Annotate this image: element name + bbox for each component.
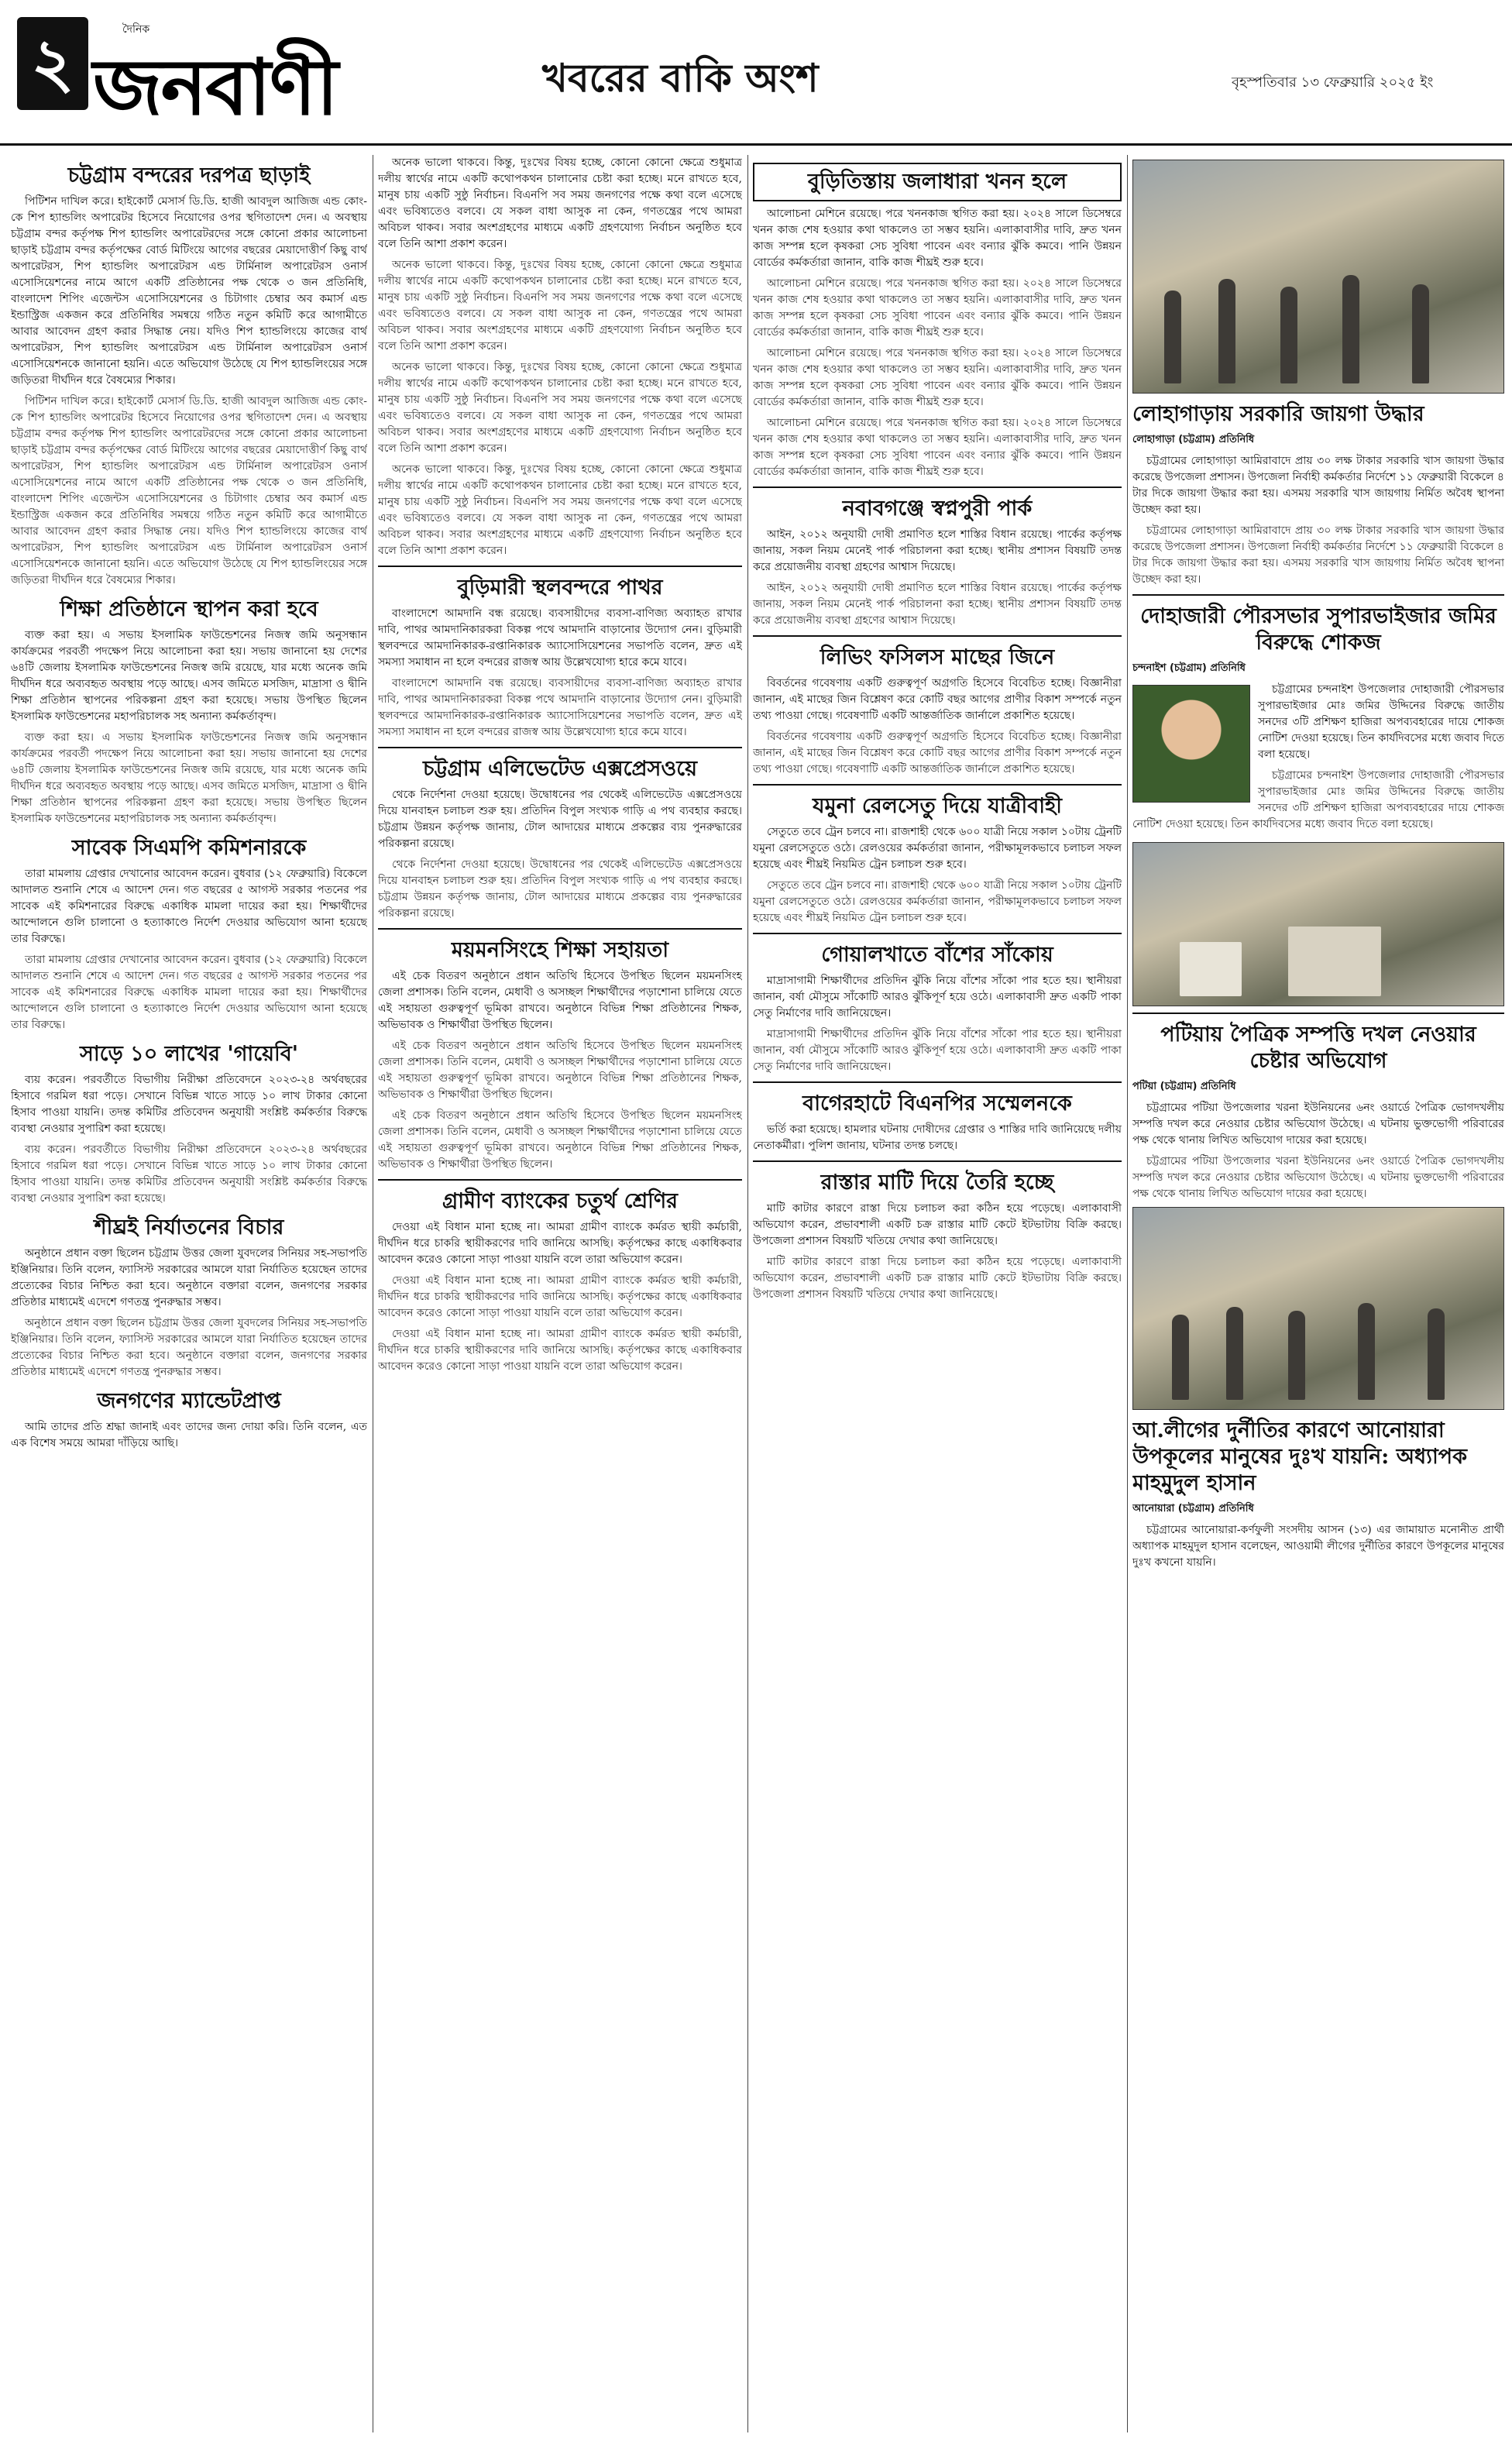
article-headline: রাস্তার মাটি দিয়ে তৈরি হচ্ছে bbox=[820, 1171, 1054, 1195]
section-rule bbox=[753, 635, 1122, 637]
article-body: আমি তাদের প্রতি শ্রদ্ধা জানাই এবং তাদের জন্য দোয়া করি। তিনি বলেন, এত এক বিশেষ সময়ে আমরা দাঁড়িয়ে আছি। bbox=[11, 1421, 367, 1449]
article-headline: দোহাজারী পৌরসভার সুপারভাইজার জমির বিরুদ্ধে শোকজ bbox=[1140, 604, 1497, 655]
article-body-continued: মাদ্রাসাগামী শিক্ষার্থীদের প্রতিদিন ঝুঁকি নিয়ে বাঁশের সাঁকো পার হতে হয়। স্থানীয়রা জানান, বর্ষা মৌসুমে সাঁকোটি আরও ঝুঁকিপূর্ণ হয়ে ওঠে। এলাকাবাসী দ্রুত একটি পাকা সেতু নির্মাণের দাবি জানিয়েছেন। bbox=[753, 1028, 1122, 1073]
article-body-continued: বিবর্তনের গবেষণায় একটি গুরুত্বপূর্ণ অগ্রগতি হিসেবে বিবেচিত হচ্ছে। বিজ্ঞানীরা জানান, এই মাছের জিন বিশ্লেষণ করে কোটি বছর আগের প্রাণীর বিকাশ সম্পর্কে নতুন তথ্য পাওয়া গেছে। গবেষণাটি একটি আন্তর্জাতিক জার্নালে প্রকাশিত হয়েছে। bbox=[753, 731, 1122, 775]
article-body-continued: সেতুতে তবে ট্রেন চলবে না। রাজশাহী থেকে ৬০০ যাত্রী নিয়ে সকাল ১০টায় ট্রেনটি যমুনা রেলসেতুতে ওঠে। রেলওয়ের কর্মকর্তারা জানান, পরীক্ষামূলকভাবে চলাচল সফল হয়েছে এবং শীঘ্রই নিয়মিত ট্রেন চলাচল শুরু হবে। bbox=[753, 879, 1122, 924]
article-body-continued: অনেক ভালো থাকবে। কিন্তু, দুঃখের বিষয় হচ্ছে, কোনো কোনো ক্ষেত্রে শুধুমাত্র দলীয় স্বার্থের নামে একটি কথোপকথন চালানোর চেষ্টা করা হচ্ছে। মনে রাখতে হবে, মানুষ চায় একটি সুষ্ঠু নির্বাচন। বিএনপি সব সময় জনগণের পক্ষে কথা বলে এসেছে এবং ভবিষ্যতেও বলবে। যে সকল বাধা আসুক না কেন, গণতন্ত্রের পথে আমরা অবিচল থাকব। সবার অংশগ্রহণের মাধ্যমে একটি গ্রহণযোগ্য নির্বাচন অনুষ্ঠিত হবে বলে তিনি আশা প্রকাশ করেন। bbox=[378, 259, 742, 352]
article-headline: যমুনা রেলসেতু দিয়ে যাত্রীবাহী bbox=[813, 794, 1062, 818]
article-body-continued: চট্টগ্রামের লোহাগাড়া আমিরাবাদে প্রায় ৩০ লক্ষ টাকার সরকারি খাস জায়গা উদ্ধার করেছে উপজেলা প্রশাসন। উপজেলা নির্বাহী কর্মকর্তার নির্দেশে ১১ ফেব্রুয়ারী বিকেলে ৪ টার দিকে জায়গা উদ্ধার করা হয়। এসময় সরকারি খাস জায়গায় নির্মিত অবৈধ স্থাপনা উচ্ছেদ করা হয়। bbox=[1132, 524, 1504, 586]
article-body-continued: দেওয়া এই বিধান মানা হচ্ছে না। আমরা গ্রামীণ ব্যাংকে কর্মরত স্থায়ী কর্মচারী, দীর্ঘদিন ধরে চাকরি স্থায়ীকরণের দাবি জানিয়ে আসছি। কর্তৃপক্ষের কাছে একাধিকবার আবেদন করেও কোনো সাড়া পাওয়া যায়নি বলে তারা অভিযোগ করেন। bbox=[378, 1274, 742, 1319]
article-body-continued: এই চেক বিতরণ অনুষ্ঠানে প্রধান অতিথি হিসেবে উপস্থিত ছিলেন ময়মনসিংহ জেলা প্রশাসক। তিনি বলেন, মেধাবী ও অসচ্ছল শিক্ষার্থীদের পড়াশোনা চালিয়ে যেতে এই সহায়তা গুরুত্বপূর্ণ ভূমিকা রাখবে। অনুষ্ঠানে বিভিন্ন শিক্ষা প্রতিষ্ঠানের শিক্ষক, অভিভাবক ও শিক্ষার্থীরা উপস্থিত ছিলেন। bbox=[378, 1109, 742, 1171]
article-body-continued: চট্টগ্রামের চন্দনাইশ উপজেলার দোহাজারী পৌরসভার সুপারভাইজার মোঃ জমির উদ্দিনের বিরুদ্ধে জাতীয় সনদের ৩টি প্রশিক্ষণ হাজিরা অপব্যবহারের দায়ে শোকজ নোটিশ দেওয়া হয়েছে। তিন কার্যদিবসের মধ্যে জবাব দিতে বলা হয়েছে। bbox=[1132, 769, 1504, 830]
section-rule bbox=[1132, 1012, 1504, 1014]
article-body-continued: অনুষ্ঠানে প্রধান বক্তা ছিলেন চট্টগ্রাম উত্তর জেলা যুবদলের সিনিয়র সহ-সভাপতি ইঞ্জিনিয়ার। তিনি বলেন, ফ্যাসিস্ট সরকারের আমলে যারা নির্যাতিত হয়েছেন তাদের প্রত্যেকের বিচার নিশ্চিত করা হবে। অনুষ্ঠানে বক্তারা বলেন, জনগণের সরকার প্রতিষ্ঠার মাধ্যমেই এদেশে গণতন্ত্র পুনরুদ্ধার সম্ভব। bbox=[11, 1317, 367, 1378]
article-headline: বাগেরহাটে বিএনপির সম্মেলনকে bbox=[802, 1092, 1072, 1116]
article-headline: লিভিং ফসিলস মাছের জিনে bbox=[820, 645, 1055, 669]
article-headline: শিক্ষা প্রতিষ্ঠানে স্থাপন করা হবে bbox=[60, 597, 318, 621]
article-body-continued: আইন, ২০১২ অনুযায়ী দোষী প্রমাণিত হলে শাস্তির বিধান রয়েছে। পার্কের কর্তৃপক্ষ জানায়, সকল নিয়ম মেনেই পার্ক পরিচালনা করা হচ্ছে। স্থানীয় প্রশাসন বিষয়টি তদন্ত করে প্রয়োজনীয় ব্যবস্থা গ্রহণের আশ্বাস দিয়েছে। bbox=[753, 582, 1122, 627]
article-headline: আ.লীগের দুর্নীতির কারণে আনোয়ারা উপকূলের মানুষের দুঃখ যায়নি: অধ্যাপক মাহমুদুল হাসান bbox=[1132, 1418, 1467, 1495]
article-body: অনেক ভালো থাকবে। কিন্তু, দুঃখের বিষয় হচ্ছে, কোনো কোনো ক্ষেত্রে শুধুমাত্র দলীয় স্বার্থের নামে একটি কথোপকথন চালানোর চেষ্টা করা হচ্ছে। মনে রাখতে হবে, মানুষ চায় একটি সুষ্ঠু নির্বাচন। বিএনপি সব সময় জনগণের পক্ষে কথা বলে এসেছে এবং ভবিষ্যতেও বলবে। যে সকল বাধা আসুক না কেন, গণতন্ত্রের পথে আমরা অবিচল থাকব। সবার অংশগ্রহণের মাধ্যমে একটি গ্রহণযোগ্য নির্বাচন অনুষ্ঠিত হবে বলে তিনি আশা প্রকাশ করেন। bbox=[378, 156, 742, 250]
masthead bbox=[0, 0, 1512, 146]
article-body: থেকে নির্দেশনা দেওয়া হয়েছে। উদ্বোধনের পর থেকেই এলিভেটেড এক্সপ্রেসওয়ে দিয়ে যানবাহন চলাচল শুরু হয়। প্রতিদিন বিপুল সংখ্যক গাড়ি এ পথ ব্যবহার করছে। চট্টগ্রাম উন্নয়ন কর্তৃপক্ষ জানায়, টোল আদায়ের মাধ্যমে প্রকল্পের ব্যয় পুনরুদ্ধারের পরিকল্পনা রয়েছে। bbox=[378, 789, 742, 850]
article-body: দেওয়া এই বিধান মানা হচ্ছে না। আমরা গ্রামীণ ব্যাংকে কর্মরত স্থায়ী কর্মচারী, দীর্ঘদিন ধরে চাকরি স্থায়ীকরণের দাবি জানিয়ে আসছি। কর্তৃপক্ষের কাছে একাধিকবার আবেদন করেও কোনো সাড়া পাওয়া যায়নি বলে তারা অভিযোগ করেন। bbox=[378, 1221, 742, 1266]
article-body: তারা মামলায় গ্রেপ্তার দেখানোর আবেদন করেন। বুধবার (১২ ফেব্রুয়ারি) বিকেলে আদালত শুনানি শেষে এ আদেশ দেন। গত বছরের ৫ আগস্ট সরকার পতনের পর সাবেক এই কমিশনারের বিরুদ্ধে একাধিক মামলা দায়ের করা হয়। শিক্ষার্থীদের আন্দোলনে গুলি চালানো ও হত্যাকাণ্ডে নির্দেশ দেওয়ার অভিযোগ আনা হয়েছে তার বিরুদ্ধে। bbox=[11, 868, 367, 945]
page-number: ২ bbox=[17, 17, 88, 110]
article-body-continued: অনেক ভালো থাকবে। কিন্তু, দুঃখের বিষয় হচ্ছে, কোনো কোনো ক্ষেত্রে শুধুমাত্র দলীয় স্বার্থের নামে একটি কথোপকথন চালানোর চেষ্টা করা হচ্ছে। মনে রাখতে হবে, মানুষ চায় একটি সুষ্ঠু নির্বাচন। বিএনপি সব সময় জনগণের পক্ষে কথা বলে এসেছে এবং ভবিষ্যতেও বলবে। যে সকল বাধা আসুক না কেন, গণতন্ত্রের পথে আমরা অবিচল থাকব। সবার অংশগ্রহণের মাধ্যমে একটি গ্রহণযোগ্য নির্বাচন অনুষ্ঠিত হবে বলে তিনি আশা প্রকাশ করেন। bbox=[378, 463, 742, 557]
section-rule bbox=[378, 928, 742, 930]
column-divider bbox=[747, 155, 748, 2432]
column-4 bbox=[1132, 155, 1504, 2432]
article-body: চট্টগ্রামের লোহাগাড়া আমিরাবাদে প্রায় ৩০ লক্ষ টাকার সরকারি খাস জায়গা উদ্ধার করেছে উপজেলা প্রশাসন। উপজেলা নির্বাহী কর্মকর্তার নির্দেশে ১১ ফেব্রুয়ারী বিকেলে ৪ টার দিকে জায়গা উদ্ধার করা হয়। এসময় সরকারি খাস জায়গায় নির্মিত অবৈধ স্থাপনা উচ্ছেদ করা হয়। bbox=[1132, 455, 1504, 516]
section-rule bbox=[753, 1081, 1122, 1083]
column-1 bbox=[11, 155, 367, 2432]
article-headline: বুড়িতিস্তায় জলাধারা খনন হলে bbox=[753, 163, 1122, 201]
column-divider bbox=[1127, 155, 1128, 2432]
byline: আনোয়ারা (চট্টগ্রাম) প্রতিনিধি bbox=[1132, 1503, 1254, 1514]
article-headline: গোয়ালখাতে বাঁশের সাঁকোয় bbox=[821, 943, 1053, 967]
article-body-continued: আলোচনা মেশিনে রয়েছে। পরে খননকাজ স্থগিত করা হয়। ২০২৪ সালে ডিসেম্বরে খনন কাজ শেষ হওয়ার কথা থাকলেও তা সম্ভব হয়নি। এলাকাবাসীর দাবি, দ্রুত খনন কাজ সম্পন্ন হলে কৃষকরা সেচ সুবিধা পাবেন এবং বন্যার ঝুঁকি কমবে। পানি উন্নয়ন বোর্ডের কর্মকর্তারা জানান, বাকি কাজ শীঘ্রই শুরু হবে। bbox=[753, 347, 1122, 408]
section-rule bbox=[378, 566, 742, 567]
section-rule bbox=[753, 486, 1122, 488]
article-headline: বুড়িমারী স্থলবন্দরে পাথর bbox=[457, 576, 663, 600]
article-body-continued: অনেক ভালো থাকবে। কিন্তু, দুঃখের বিষয় হচ্ছে, কোনো কোনো ক্ষেত্রে শুধুমাত্র দলীয় স্বার্থের নামে একটি কথোপকথন চালানোর চেষ্টা করা হচ্ছে। মনে রাখতে হবে, মানুষ চায় একটি সুষ্ঠু নির্বাচন। বিএনপি সব সময় জনগণের পক্ষে কথা বলে এসেছে এবং ভবিষ্যতেও বলবে। যে সকল বাধা আসুক না কেন, গণতন্ত্রের পথে আমরা অবিচল থাকব। সবার অংশগ্রহণের মাধ্যমে একটি গ্রহণযোগ্য নির্বাচন অনুষ্ঠিত হবে বলে তিনি আশা প্রকাশ করেন। bbox=[378, 361, 742, 455]
article-body: এই চেক বিতরণ অনুষ্ঠানে প্রধান অতিথি হিসেবে উপস্থিত ছিলেন ময়মনসিংহ জেলা প্রশাসক। তিনি বলেন, মেধাবী ও অসচ্ছল শিক্ষার্থীদের পড়াশোনা চালিয়ে যেতে এই সহায়তা গুরুত্বপূর্ণ ভূমিকা রাখবে। অনুষ্ঠানে বিভিন্ন শিক্ষা প্রতিষ্ঠানের শিক্ষক, অভিভাবক ও শিক্ষার্থীরা উপস্থিত ছিলেন। bbox=[378, 970, 742, 1031]
paper-logo: জনবাণী bbox=[93, 41, 337, 132]
article-body-continued: পিটিশন দাখিল করে। হাইকোর্ট মেসার্স ডি.ডি. হাজী আবদুল আজিজ এন্ড কোং-কে শিপ হ্যান্ডলিং অপারেটর হিসেবে নিয়োগের ওপর স্থগিতাদেশ দেন। এ অবস্থায় চট্টগ্রাম বন্দর কর্তৃপক্ষ শিপ হ্যান্ডলিং অপারেটরদের সঙ্গে কোনো প্রকার আলোচনা ছাড়াই চট্টগ্রাম বন্দর কর্তৃপক্ষের বোর্ড মিটিংয়ে আগের বছরের মেয়াদোত্তীর্ণ কিছু বার্থ অপারেটরস, শিপ হ্যান্ডলিং অপারেটরস এন্ড টার্মিনাল অপারেটরস ওনার্স এসোসিয়েশনের নামে আগে একটি প্রতিষ্ঠানের পক্ষ থেকে ৩ জন প্রতিনিধি, বাংলাদেশ শিপিং এজেন্টস এসোসিয়েশনের ও চিটাগাং চেম্বার অব কমার্স এন্ড ইন্ডাস্ট্রিজ একজন করে প্রতিনিধির সমন্বয়ে গঠিত নতুন কমিটি করে আগামীতে আবার আবেদন গ্রহণ করার সিদ্ধান্ত নেয়। যদিও শিপ হ্যান্ডলিংয়ে কাজের বার্থ অপারেটরস, শিপ হ্যান্ডলিং অপারেটরস এন্ড টার্মিনাল অপারেটরস ওনার্স এসোসিয়েশনকে জানানো হয়নি। এতে অভিযোগ উঠেছে যে শিপ হ্যান্ডলিংয়ের সঙ্গে জড়িতরা দীর্ঘদিন ধরে বৈষম্যের শিকার। bbox=[11, 395, 367, 586]
news-photo bbox=[1132, 160, 1504, 394]
article-body-continued: এই চেক বিতরণ অনুষ্ঠানে প্রধান অতিথি হিসেবে উপস্থিত ছিলেন ময়মনসিংহ জেলা প্রশাসক। তিনি বলেন, মেধাবী ও অসচ্ছল শিক্ষার্থীদের পড়াশোনা চালিয়ে যেতে এই সহায়তা গুরুত্বপূর্ণ ভূমিকা রাখবে। অনুষ্ঠানে বিভিন্ন শিক্ষা প্রতিষ্ঠানের শিক্ষক, অভিভাবক ও শিক্ষার্থীরা উপস্থিত ছিলেন। bbox=[378, 1040, 742, 1101]
article-body: মাদ্রাসাগামী শিক্ষার্থীদের প্রতিদিন ঝুঁকি নিয়ে বাঁশের সাঁকো পার হতে হয়। স্থানীয়রা জানান, বর্ষা মৌসুমে সাঁকোটি আরও ঝুঁকিপূর্ণ হয়ে ওঠে। এলাকাবাসী দ্রুত একটি পাকা সেতু নির্মাণের দাবি জানিয়েছেন। bbox=[753, 975, 1122, 1019]
article-body-continued: ব্যয় করেন। পরবর্তীতে বিভাগীয় নিরীক্ষা প্রতিবেদনে ২০২৩-২৪ অর্থবছরের হিসাবে গরমিল ধরা পড়ে। সেখানে বিভিন্ন খাতে সাড়ে ১০ লাখ টাকার কোনো হিসাব পাওয়া যায়নি। তদন্ত কমিটির প্রতিবেদন অনুযায়ী সংশ্লিষ্ট কর্মকর্তার বিরুদ্ধে ব্যবস্থা নেওয়ার সুপারিশ করা হয়েছে। bbox=[11, 1143, 367, 1205]
section-rule bbox=[753, 784, 1122, 786]
article-body-continued: মাটি কাটার কারণে রাস্তা দিয়ে চলাচল করা কঠিন হয়ে পড়েছে। এলাকাবাসী অভিযোগ করেন, প্রভাবশালী একটি চক্র রাস্তার মাটি কেটে ইটভাটায় বিক্রি করছে। উপজেলা প্রশাসন বিষয়টি খতিয়ে দেখার কথা জানিয়েছে। bbox=[753, 1256, 1122, 1301]
article-headline: সাড়ে ১০ লাখের 'গায়েবি' bbox=[79, 1042, 298, 1066]
section-rule bbox=[1132, 594, 1504, 596]
article-headline: জনগণের ম্যান্ডেটপ্রাপ্ত bbox=[97, 1389, 281, 1413]
article-body: বাংলাদেশে আমদানি বন্ধ রয়েছে। ব্যবসায়ীদের ব্যবসা-বাণিজ্য অব্যাহত রাখার দাবি, পাথর আমদানিকারকরা বিকল্প পথে আমদানি বাড়ানোর উদ্যোগ নেন। বুড়িমারী স্থলবন্দরে আমদানিকারক-রপ্তানিকারক অ্যাসোসিয়েশনের সভাপতি বলেন, দ্রুত এই সমস্যা সমাধান না হলে বন্দরের রাজস্ব আয় উল্লেখযোগ্য হারে কমে যাবে। bbox=[378, 607, 742, 669]
article-headline: চট্টগ্রাম এলিভেটেড এক্সপ্রেসওয়ে bbox=[422, 757, 698, 781]
column-2 bbox=[378, 155, 742, 2432]
article-body: চট্টগ্রামের চন্দনাইশ উপজেলার দোহাজারী পৌরসভার সুপারভাইজার মোঃ জমির উদ্দিনের বিরুদ্ধে জাতীয় সনদের ৩টি প্রশিক্ষণ হাজিরা অপব্যবহারের দায়ে শোকজ নোটিশ দেওয়া হয়েছে। তিন কার্যদিবসের মধ্যে জবাব দিতে বলা হয়েছে। bbox=[1258, 683, 1504, 761]
article-body: মাটি কাটার কারণে রাস্তা দিয়ে চলাচল করা কঠিন হয়ে পড়েছে। এলাকাবাসী অভিযোগ করেন, প্রভাবশালী একটি চক্র রাস্তার মাটি কেটে ইটভাটায় বিক্রি করছে। উপজেলা প্রশাসন বিষয়টি খতিয়ে দেখার কথা জানিয়েছে। bbox=[753, 1202, 1122, 1247]
article-body-continued: আলোচনা মেশিনে রয়েছে। পরে খননকাজ স্থগিত করা হয়। ২০২৪ সালে ডিসেম্বরে খনন কাজ শেষ হওয়ার কথা থাকলেও তা সম্ভব হয়নি। এলাকাবাসীর দাবি, দ্রুত খনন কাজ সম্পন্ন হলে কৃষকরা সেচ সুবিধা পাবেন এবং বন্যার ঝুঁকি কমবে। পানি উন্নয়ন বোর্ডের কর্মকর্তারা জানান, বাকি কাজ শীঘ্রই শুরু হবে। bbox=[753, 417, 1122, 478]
section-rule bbox=[753, 1160, 1122, 1162]
article-headline: ময়মনসিংহে শিক্ষা সহায়তা bbox=[451, 938, 669, 962]
article-body-continued: তারা মামলায় গ্রেপ্তার দেখানোর আবেদন করেন। বুধবার (১২ ফেব্রুয়ারি) বিকেলে আদালত শুনানি শেষে এ আদেশ দেন। গত বছরের ৫ আগস্ট সরকার পতনের পর সাবেক এই কমিশনারের বিরুদ্ধে একাধিক মামলা দায়ের করা হয়। শিক্ষার্থীদের আন্দোলনে গুলি চালানো ও হত্যাকাণ্ডে নির্দেশ দেওয়ার অভিযোগ আনা হয়েছে তার বিরুদ্ধে। bbox=[11, 954, 367, 1031]
byline: পটিয়া (চট্টগ্রাম) প্রতিনিধি bbox=[1132, 1081, 1236, 1092]
article-body: আইন, ২০১২ অনুযায়ী দোষী প্রমাণিত হলে শাস্তির বিধান রয়েছে। পার্কের কর্তৃপক্ষ জানায়, সকল নিয়ম মেনেই পার্ক পরিচালনা করা হচ্ছে। স্থানীয় প্রশাসন বিষয়টি তদন্ত করে প্রয়োজনীয় ব্যবস্থা গ্রহণের আশ্বাস দিয়েছে। bbox=[753, 528, 1122, 573]
article-body: ভর্তি করা হয়েছে। হামলার ঘটনায় দোষীদের গ্রেপ্তার ও শাস্তির দাবি জানিয়েছে দলীয় নেতাকর্মীরা। পুলিশ জানায়, ঘটনার তদন্ত চলছে। bbox=[753, 1123, 1122, 1152]
section-rule bbox=[378, 1179, 742, 1181]
section-title: খবরের বাকি অংশ bbox=[542, 55, 819, 101]
article-body: ব্যক্ত করা হয়। এ সভায় ইসলামিক ফাউন্ডেশনের নিজস্ব জমি অনুসন্ধান কার্যক্রমের পরবর্তী পদক্ষেপ নিয়ে আলোচনা করা হয়। সভায় জানানো হয় দেশের ৬৪টি জেলায় ইসলামিক ফাউন্ডেশনের নিজস্ব জমি রয়েছে, যার মধ্যে অনেক জমি দীর্ঘদিন ধরে অব্যবহৃত অবস্থায় পড়ে আছে। এসব জমিতে মসজিদ, মাদ্রাসা ও দ্বীনি শিক্ষা প্রতিষ্ঠান স্থাপনের পরিকল্পনা গ্রহণ করা হয়েছে। সভায় উপস্থিত ছিলেন ইসলামিক ফাউন্ডেশনের মহাপরিচালক সহ অন্যান্য কর্মকর্তাবৃন্দ। bbox=[11, 629, 367, 723]
article-body-continued: ব্যক্ত করা হয়। এ সভায় ইসলামিক ফাউন্ডেশনের নিজস্ব জমি অনুসন্ধান কার্যক্রমের পরবর্তী পদক্ষেপ নিয়ে আলোচনা করা হয়। সভায় জানানো হয় দেশের ৬৪টি জেলায় ইসলামিক ফাউন্ডেশনের নিজস্ব জমি রয়েছে, যার মধ্যে অনেক জমি দীর্ঘদিন ধরে অব্যবহৃত অবস্থায় পড়ে আছে। এসব জমিতে মসজিদ, মাদ্রাসা ও দ্বীনি শিক্ষা প্রতিষ্ঠান স্থাপনের পরিকল্পনা গ্রহণ করা হয়েছে। সভায় উপস্থিত ছিলেন ইসলামিক ফাউন্ডেশনের মহাপরিচালক সহ অন্যান্য কর্মকর্তাবৃন্দ। bbox=[11, 731, 367, 825]
column-3 bbox=[753, 155, 1122, 2432]
article-headline: সাবেক সিএমপি কমিশনারকে bbox=[71, 836, 307, 860]
byline: চন্দনাইশ (চট্টগ্রাম) প্রতিনিধি bbox=[1132, 662, 1246, 674]
article-headline: গ্রামীণ ব্যাংকের চতুর্থ শ্রেণির bbox=[442, 1189, 678, 1213]
article-body: চট্টগ্রামের পটিয়া উপজেলার খরনা ইউনিয়নের ৬নং ওয়ার্ডে পৈত্রিক ভোগদখলীয় সম্পত্তি দখল করে নেওয়ার চেষ্টার অভিযোগ উঠেছে। এ ঘটনায় ভুক্তভোগী পরিবারের পক্ষ থেকে থানায় লিখিত অভিযোগ দায়ের করা হয়েছে। bbox=[1132, 1102, 1504, 1147]
news-photo bbox=[1132, 842, 1504, 1006]
article-body: বিবর্তনের গবেষণায় একটি গুরুত্বপূর্ণ অগ্রগতি হিসেবে বিবেচিত হচ্ছে। বিজ্ঞানীরা জানান, এই মাছের জিন বিশ্লেষণ করে কোটি বছর আগের প্রাণীর বিকাশ সম্পর্কে নতুন তথ্য পাওয়া গেছে। গবেষণাটি একটি আন্তর্জাতিক জার্নালে প্রকাশিত হয়েছে। bbox=[753, 677, 1122, 722]
article-body-continued: বাংলাদেশে আমদানি বন্ধ রয়েছে। ব্যবসায়ীদের ব্যবসা-বাণিজ্য অব্যাহত রাখার দাবি, পাথর আমদানিকারকরা বিকল্প পথে আমদানি বাড়ানোর উদ্যোগ নেন। বুড়িমারী স্থলবন্দরে আমদানিকারক-রপ্তানিকারক অ্যাসোসিয়েশনের সভাপতি বলেন, দ্রুত এই সমস্যা সমাধান না হলে বন্দরের রাজস্ব আয় উল্লেখযোগ্য হারে কমে যাবে। bbox=[378, 677, 742, 738]
article-headline: চট্টগ্রাম বন্দরের দরপত্র ছাড়াই bbox=[67, 163, 311, 187]
article-headline: শীঘ্রই নির্যাতনের বিচার bbox=[94, 1215, 284, 1239]
article-body: আলোচনা মেশিনে রয়েছে। পরে খননকাজ স্থগিত করা হয়। ২০২৪ সালে ডিসেম্বরে খনন কাজ শেষ হওয়ার কথা থাকলেও তা সম্ভব হয়নি। এলাকাবাসীর দাবি, দ্রুত খনন কাজ সম্পন্ন হলে কৃষকরা সেচ সুবিধা পাবেন এবং বন্যার ঝুঁকি কমবে। পানি উন্নয়ন বোর্ডের কর্মকর্তারা জানান, বাকি কাজ শীঘ্রই শুরু হবে। bbox=[753, 208, 1122, 269]
article-body-continued: চট্টগ্রামের পটিয়া উপজেলার খরনা ইউনিয়নের ৬নং ওয়ার্ডে পৈত্রিক ভোগদখলীয় সম্পত্তি দখল করে নেওয়ার চেষ্টার অভিযোগ উঠেছে। এ ঘটনায় ভুক্তভোগী পরিবারের পক্ষ থেকে থানায় লিখিত অভিযোগ দায়ের করা হয়েছে। bbox=[1132, 1155, 1504, 1200]
date-line: বৃহস্পতিবার ১৩ ফেব্রুয়ারি ২০২৫ ইং bbox=[1232, 74, 1434, 91]
section-rule bbox=[753, 933, 1122, 934]
article-body-continued: থেকে নির্দেশনা দেওয়া হয়েছে। উদ্বোধনের পর থেকেই এলিভেটেড এক্সপ্রেসওয়ে দিয়ে যানবাহন চলাচল শুরু হয়। প্রতিদিন বিপুল সংখ্যক গাড়ি এ পথ ব্যবহার করছে। চট্টগ্রাম উন্নয়ন কর্তৃপক্ষ জানায়, টোল আদায়ের মাধ্যমে প্রকল্পের ব্যয় পুনরুদ্ধারের পরিকল্পনা রয়েছে। bbox=[378, 858, 742, 920]
article-body-continued: আলোচনা মেশিনে রয়েছে। পরে খননকাজ স্থগিত করা হয়। ২০২৪ সালে ডিসেম্বরে খনন কাজ শেষ হওয়ার কথা থাকলেও তা সম্ভব হয়নি। এলাকাবাসীর দাবি, দ্রুত খনন কাজ সম্পন্ন হলে কৃষকরা সেচ সুবিধা পাবেন এবং বন্যার ঝুঁকি কমবে। পানি উন্নয়ন বোর্ডের কর্মকর্তারা জানান, বাকি কাজ শীঘ্রই শুরু হবে। bbox=[753, 277, 1122, 339]
article-body: ব্যয় করেন। পরবর্তীতে বিভাগীয় নিরীক্ষা প্রতিবেদনে ২০২৩-২৪ অর্থবছরের হিসাবে গরমিল ধরা পড়ে। সেখানে বিভিন্ন খাতে সাড়ে ১০ লাখ টাকার কোনো হিসাব পাওয়া যায়নি। তদন্ত কমিটির প্রতিবেদন অনুযায়ী সংশ্লিষ্ট কর্মকর্তার বিরুদ্ধে ব্যবস্থা নেওয়ার সুপারিশ করা হয়েছে। bbox=[11, 1074, 367, 1135]
article-body-continued: দেওয়া এই বিধান মানা হচ্ছে না। আমরা গ্রামীণ ব্যাংকে কর্মরত স্থায়ী কর্মচারী, দীর্ঘদিন ধরে চাকরি স্থায়ীকরণের দাবি জানিয়ে আসছি। কর্তৃপক্ষের কাছে একাধিকবার আবেদন করেও কোনো সাড়া পাওয়া যায়নি বলে তারা অভিযোগ করেন। bbox=[378, 1328, 742, 1373]
news-photo bbox=[1132, 1207, 1504, 1410]
article-body: সেতুতে তবে ট্রেন চলবে না। রাজশাহী থেকে ৬০০ যাত্রী নিয়ে সকাল ১০টায় ট্রেনটি যমুনা রেলসেতুতে ওঠে। রেলওয়ের কর্মকর্তারা জানান, পরীক্ষামূলকভাবে চলাচল সফল হয়েছে এবং শীঘ্রই নিয়মিত ট্রেন চলাচল শুরু হবে। bbox=[753, 826, 1122, 871]
article-body: অনুষ্ঠানে প্রধান বক্তা ছিলেন চট্টগ্রাম উত্তর জেলা যুবদলের সিনিয়র সহ-সভাপতি ইঞ্জিনিয়ার। তিনি বলেন, ফ্যাসিস্ট সরকারের আমলে যারা নির্যাতিত হয়েছেন তাদের প্রত্যেকের বিচার নিশ্চিত করা হবে। অনুষ্ঠানে বক্তারা বলেন, জনগণের সরকার প্রতিষ্ঠার মাধ্যমেই এদেশে গণতন্ত্র পুনরুদ্ধার সম্ভব। bbox=[11, 1247, 367, 1308]
paper-name-small: দৈনিক bbox=[122, 23, 150, 36]
article-headline: লোহাগাড়ায় সরকারি জায়গা উদ্ধার bbox=[1132, 402, 1424, 426]
byline: লোহাগাড়া (চট্টগ্রাম) প্রতিনিধি bbox=[1132, 434, 1255, 445]
portrait-photo bbox=[1132, 685, 1250, 803]
article-headline: নবাবগঞ্জে স্বপ্নপুরী পার্ক bbox=[842, 497, 1033, 521]
section-rule bbox=[378, 747, 742, 748]
article-headline: পটিয়ায় পৈত্রিক সম্পত্তি দখল নেওয়ার চেষ্টার অভিযোগ bbox=[1160, 1023, 1476, 1073]
article-body: চট্টগ্রামের আনোয়ারা-কর্ণফুলী সংসদীয় আসন (১৩) এর জামায়াত মনোনীত প্রার্থী অধ্যাপক মাহমুদুল হাসান বলেছেন, আওয়ামী লীগের দুর্নীতির কারণে উপকূলের মানুষের দুঃখ কখনো যায়নি। bbox=[1132, 1524, 1504, 1569]
article-body: পিটিশন দাখিল করে। হাইকোর্ট মেসার্স ডি.ডি. হাজী আবদুল আজিজ এন্ড কোং-কে শিপ হ্যান্ডলিং অপারেটর হিসেবে নিয়োগের ওপর স্থগিতাদেশ দেন। এ অবস্থায় চট্টগ্রাম বন্দর কর্তৃপক্ষ শিপ হ্যান্ডলিং অপারেটরদের সঙ্গে কোনো প্রকার আলোচনা ছাড়াই চট্টগ্রাম বন্দর কর্তৃপক্ষের বোর্ড মিটিংয়ে আগের বছরের মেয়াদোত্তীর্ণ কিছু বার্থ অপারেটরস, শিপ হ্যান্ডলিং অপারেটরস এন্ড টার্মিনাল অপারেটরস ওনার্স এসোসিয়েশনের নামে আগে একটি প্রতিষ্ঠানের পক্ষ থেকে ৩ জন প্রতিনিধি, বাংলাদেশ শিপিং এজেন্টস এসোসিয়েশনের ও চিটাগাং চেম্বার অব কমার্স এন্ড ইন্ডাস্ট্রিজ একজন করে প্রতিনিধির সমন্বয়ে গঠিত নতুন কমিটি করে আগামীতে আবার আবেদন গ্রহণ করার সিদ্ধান্ত নেয়। যদিও শিপ হ্যান্ডলিংয়ে কাজের বার্থ অপারেটরস, শিপ হ্যান্ডলিং অপারেটরস এন্ড টার্মিনাল অপারেটরস ওনার্স এসোসিয়েশনকে জানানো হয়নি। এতে অভিযোগ উঠেছে যে শিপ হ্যান্ডলিংয়ের সঙ্গে জড়িতরা দীর্ঘদিন ধরে বৈষম্যের শিকার। bbox=[11, 195, 367, 387]
